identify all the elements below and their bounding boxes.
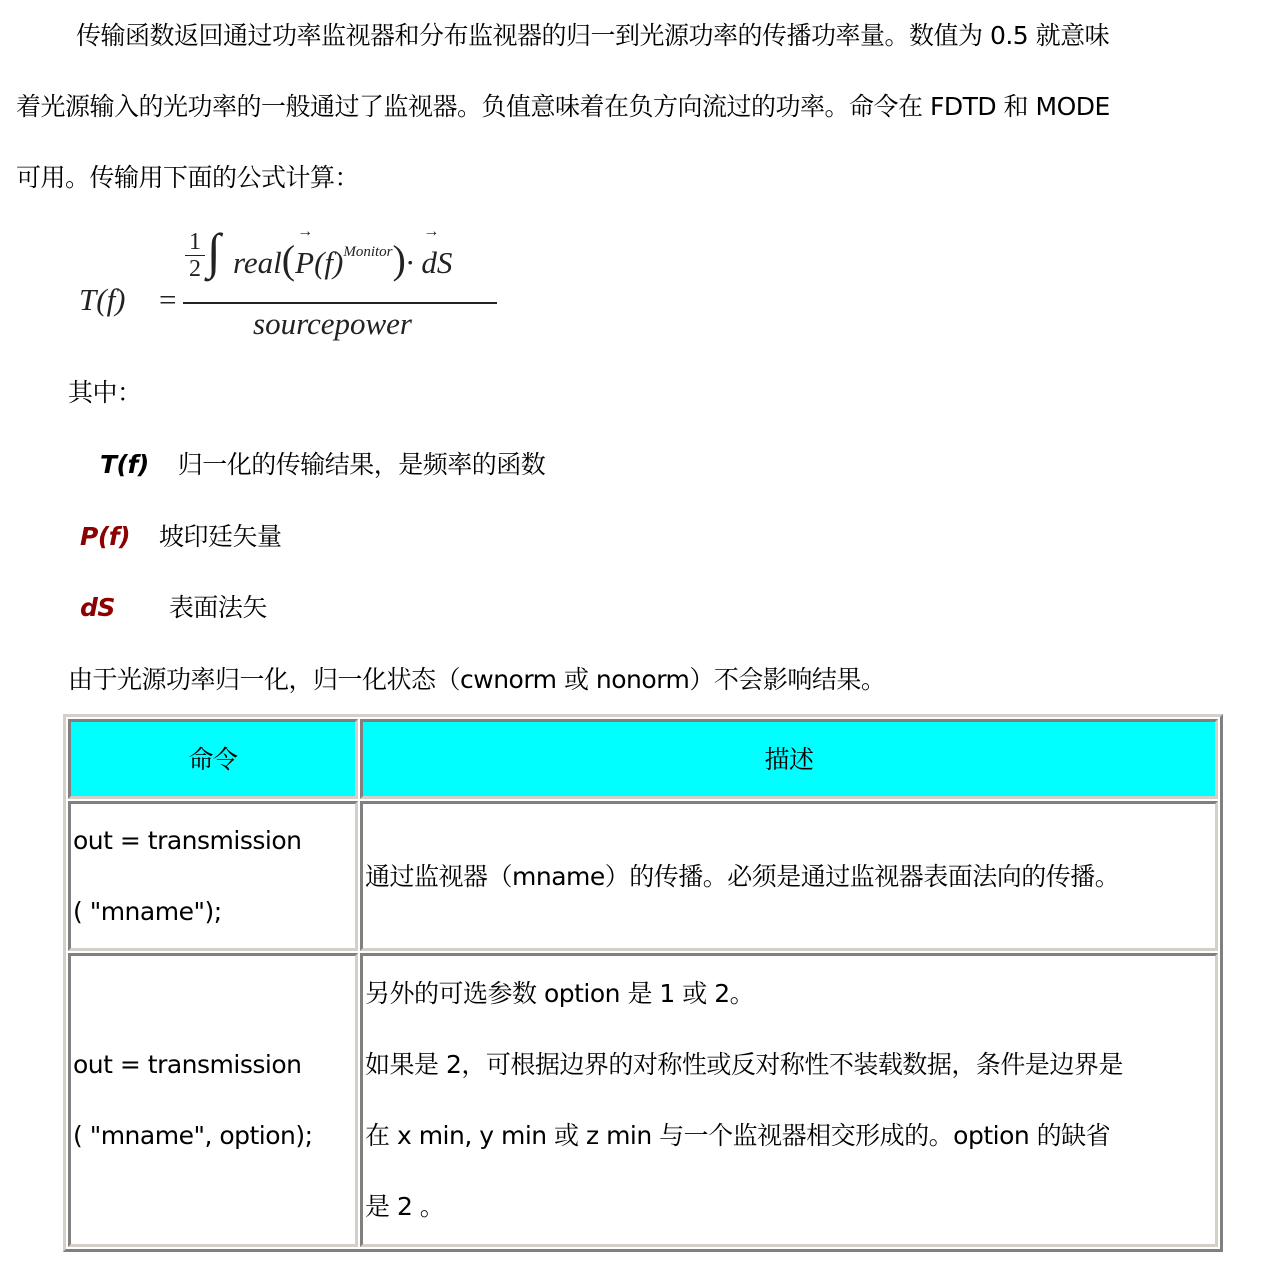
formula-equals: =: [159, 282, 177, 317]
intro-line-3: 可用。传输用下面的公式计算：: [16, 163, 360, 192]
intro-line-1: 传输函数返回通过功率监视器和分布监视器的归一到光源功率的传播功率量。数值为 0.5 就意味: [76, 21, 1110, 50]
header-description: 描述: [360, 719, 1218, 799]
description-line: 通过监视器（mname）的传播。必须是通过监视器表面法向的传播。: [365, 861, 1120, 891]
definition-symbol: P(f): [80, 522, 131, 551]
table-row: [68, 801, 1218, 951]
command-line: out = transmission: [73, 826, 302, 856]
where-label: 其中：: [68, 378, 142, 407]
intro-line-2: 着光源输入的光功率的一般通过了监视器。负值意味着在负方向流过的功率。命令在 FDTD 和 MODE: [16, 92, 1110, 121]
dot-op: ·: [405, 245, 414, 280]
command-line: out = transmission: [73, 1050, 302, 1080]
command-line: ( "mname");: [73, 897, 222, 927]
normalization-note: 由于光源功率归一化，归一化状态（cwnorm 或 nonorm）不会影响结果。: [68, 665, 886, 694]
monitor-superscript: Monitor: [343, 243, 393, 260]
definition-symbol: dS: [80, 593, 115, 622]
command-line: ( "mname", option);: [73, 1121, 313, 1151]
description-line: 如果是 2，可根据边界的对称性或反对称性不装载数据，条件是边界是: [365, 1050, 1123, 1080]
description-cell: [360, 801, 1218, 951]
half-denominator: 2: [189, 256, 201, 282]
fraction-bar: [183, 302, 497, 304]
definition-p: [80, 520, 281, 554]
description-line: 是 2 。: [365, 1192, 445, 1222]
command-cell: [68, 953, 358, 1247]
definition-text: 表面法矢: [168, 593, 267, 622]
header-command: 命令: [68, 719, 358, 799]
integral-sign: ∫: [207, 223, 221, 279]
command-table: [63, 714, 1223, 1252]
definition-t: [100, 448, 545, 482]
formula-one-half: [185, 230, 205, 281]
transmission-formula: [75, 223, 505, 348]
p-arg: (f): [314, 245, 344, 280]
definition-ds: [80, 591, 267, 625]
description-line: 另外的可选参数 option 是 1 或 2。: [365, 979, 755, 1009]
definition-text: 坡印廷矢量: [158, 522, 282, 551]
surface-normal-ds: → dS: [421, 245, 452, 281]
poynting-vector: → P: [295, 245, 314, 281]
formula-numerator: real(→ $P(f)^{Monitor})\cdot$ → dS: [233, 236, 452, 283]
formula-denominator: sourcepower: [253, 306, 412, 341]
command-cell: [68, 801, 358, 951]
real-func: real: [233, 245, 282, 280]
description-line: 在 x min, y min 或 z min 与一个监视器相交形成的。option 的缺省: [365, 1121, 1111, 1151]
description-cell: [360, 953, 1218, 1247]
table-header-row: [68, 719, 1218, 799]
formula-lhs: T(f): [79, 282, 126, 317]
definition-text: 归一化的传输结果，是频率的函数: [177, 450, 546, 479]
definition-symbol: T(f): [100, 450, 149, 479]
half-numerator: 1: [189, 229, 201, 255]
table-row: [68, 953, 1218, 1247]
